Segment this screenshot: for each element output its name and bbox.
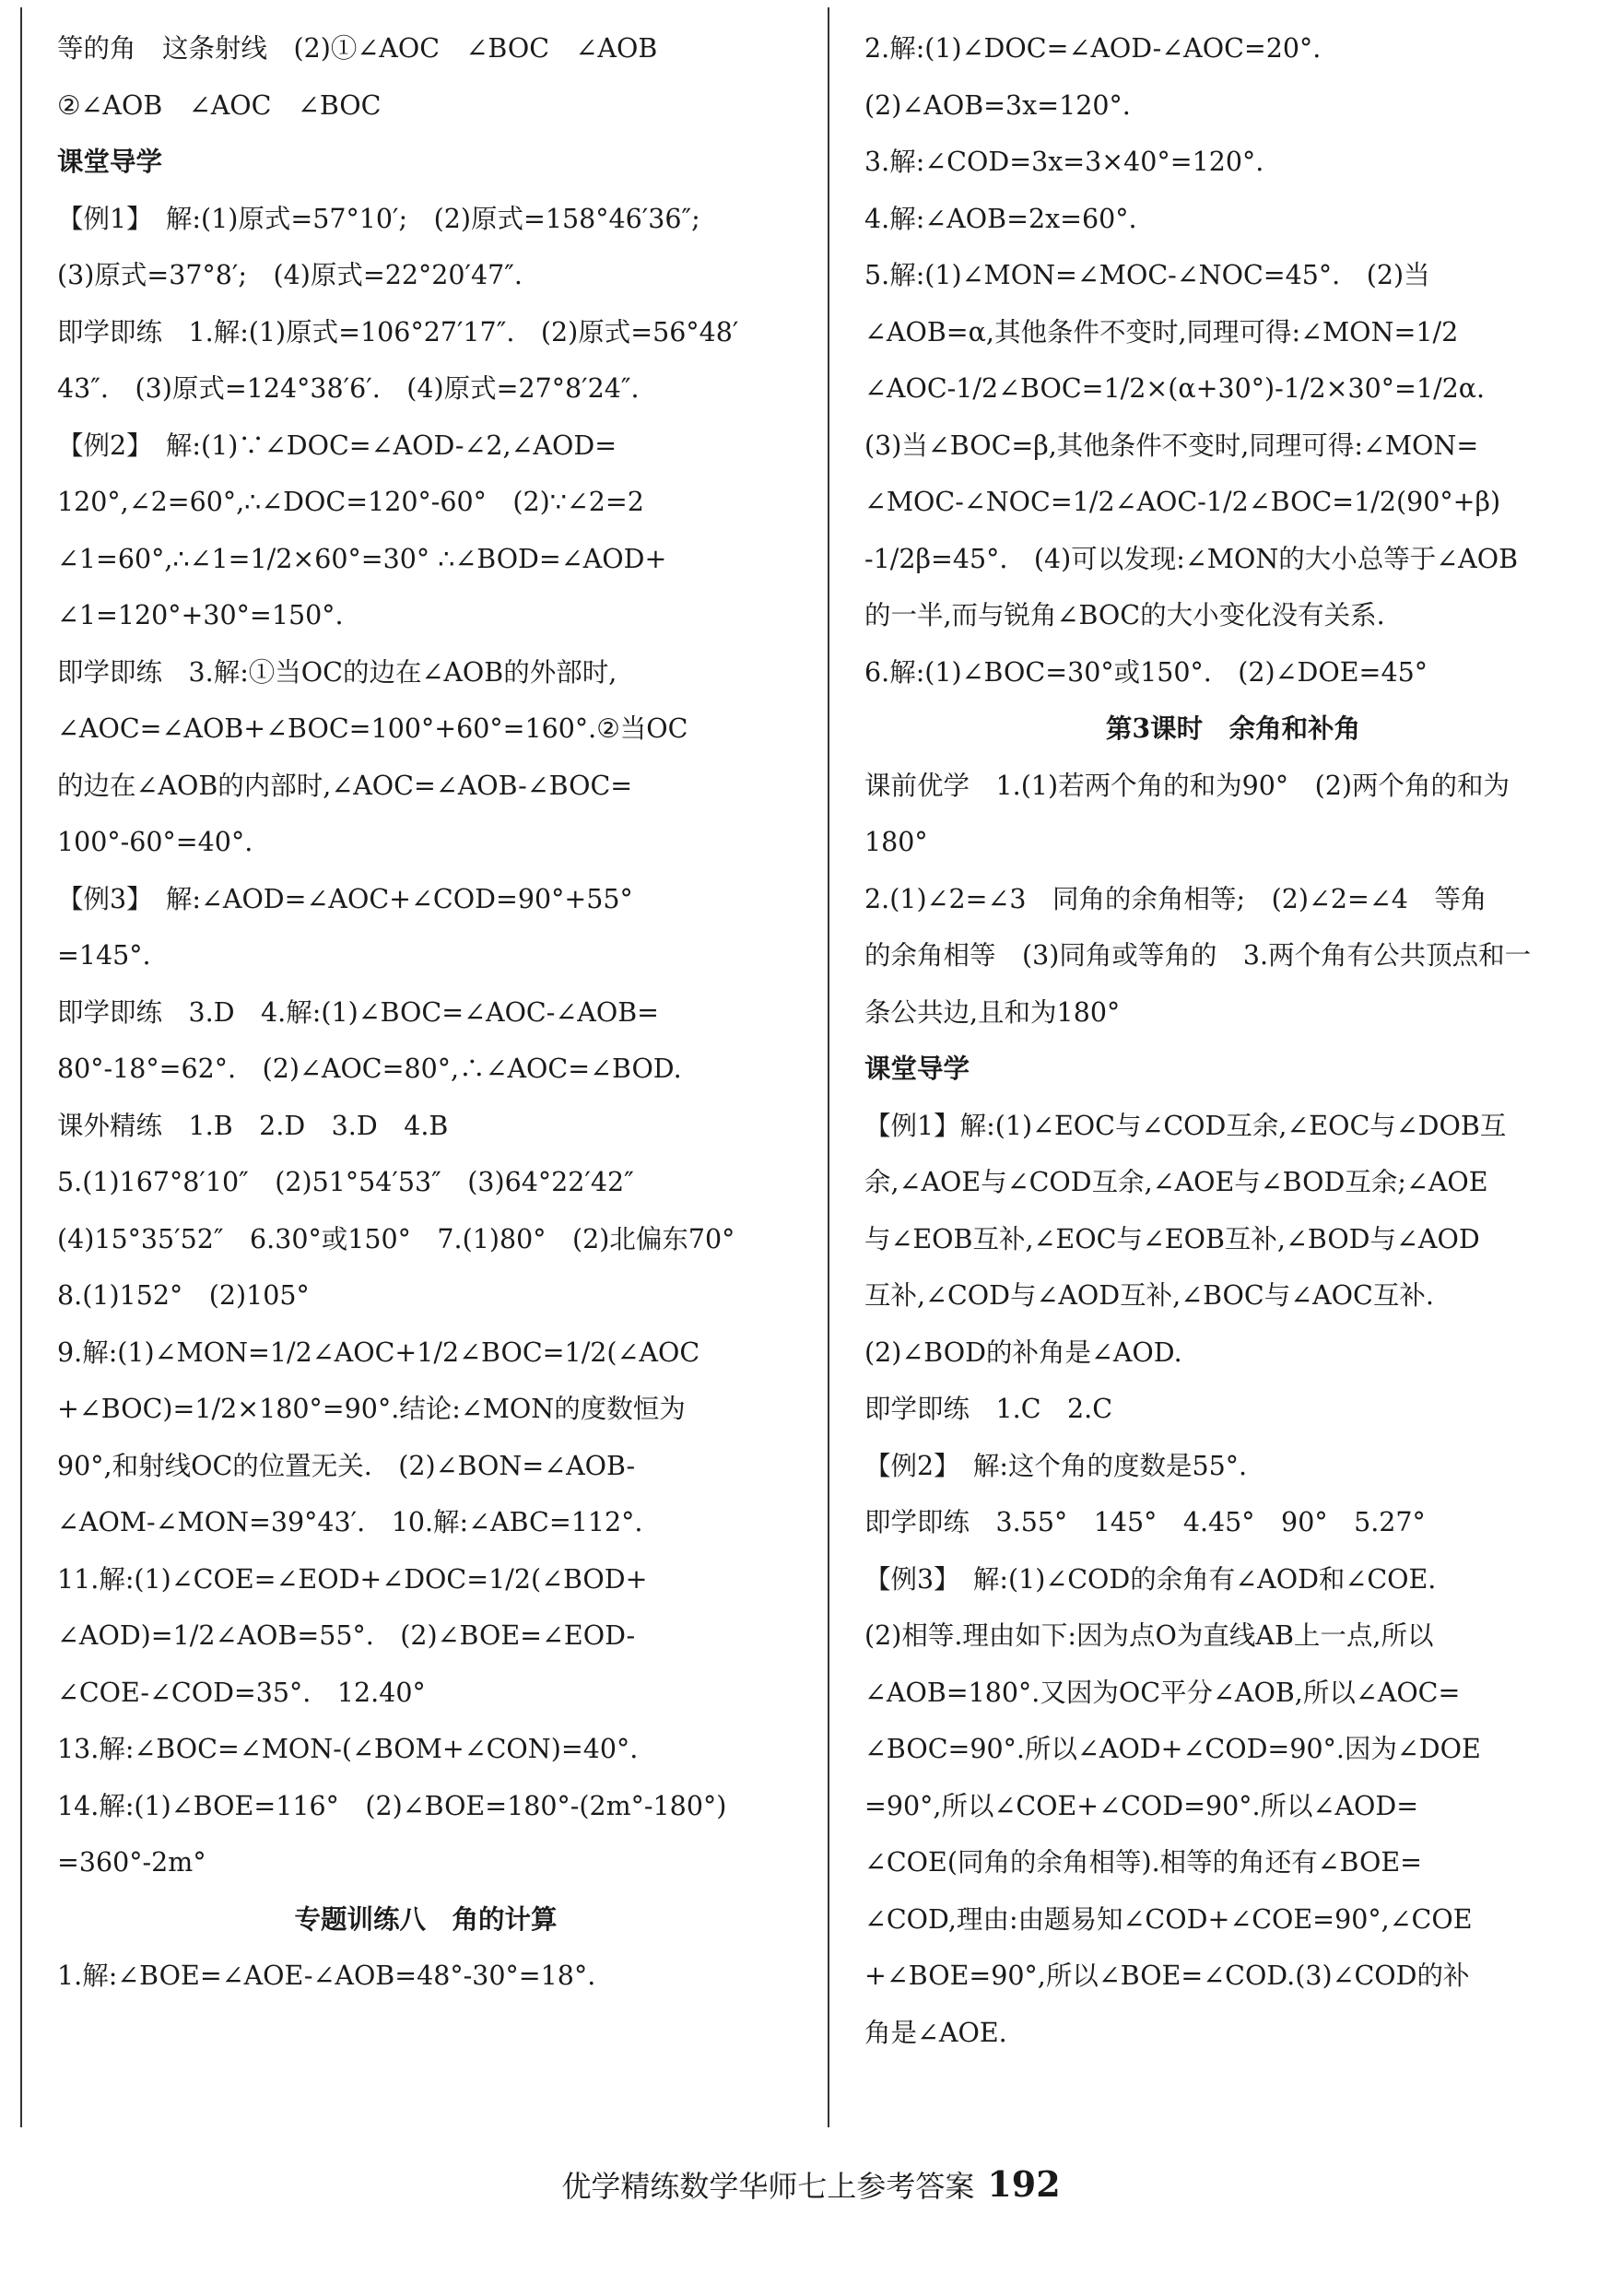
text-line: ∠COE-∠COD=35°. 12.40° xyxy=(57,1677,426,1708)
text-line: 1.解:∠BOE=∠AOE-∠AOB=48°-30°=18°. xyxy=(57,1960,596,1991)
text-line: -1/2β=45°. (4)可以发现:∠MON的大小总等于∠AOB xyxy=(864,543,1519,574)
text-line: ∠AOD)=1/2∠AOB=55°. (2)∠BOE=∠EOD- xyxy=(57,1620,636,1651)
page-number: 192 xyxy=(987,2163,1061,2205)
text-line: 【例3】 解:(1)∠COD的余角有∠AOD和∠COE. xyxy=(864,1563,1437,1595)
text-line: 90°,和射线OC的位置无关. (2)∠BON=∠AOB- xyxy=(57,1450,636,1481)
text-line: ∠BOC=90°.所以∠AOD+∠COD=90°.因为∠DOE xyxy=(864,1734,1481,1764)
text-line: (2)∠AOB=3x=120°. xyxy=(864,89,1131,121)
text-line: 等的角 这条射线 (2)①∠AOC ∠BOC ∠AOB xyxy=(57,33,658,64)
text-line: 6.解:(1)∠BOC=30°或150°. (2)∠DOE=45° xyxy=(864,656,1428,688)
section-title: 专题训练八 角的计算 xyxy=(294,1902,558,1935)
text-line: 【例1】 解:(1)原式=57°10′; (2)原式=158°46′36″; xyxy=(57,203,700,234)
text-line: 的边在∠AOB的内部时,∠AOC=∠AOB-∠BOC= xyxy=(57,770,633,801)
text-line: (4)15°35′52″ 6.30°或150° 7.(1)80° (2)北偏东70° xyxy=(57,1223,735,1254)
text-line: 43″. (3)原式=124°38′6′. (4)原式=27°8′24″. xyxy=(57,373,640,404)
text-line: 2.解:(1)∠DOC=∠AOD-∠AOC=20°. xyxy=(864,33,1322,64)
text-line: ∠AOC-1/2∠BOC=1/2×(α+30°)-1/2×30°=1/2α. xyxy=(864,373,1486,404)
text-line: 互补,∠COD与∠AOD互补,∠BOC与∠AOC互补. xyxy=(864,1280,1434,1311)
left-column xyxy=(57,20,794,2005)
column-divider xyxy=(828,7,829,2127)
text-line: 120°,∠2=60°,∴∠DOC=120°-60° (2)∵∠2=2 xyxy=(57,487,644,517)
text-line: (3)原式=37°8′; (4)原式=22°20′47″. xyxy=(57,260,523,290)
text-line: 100°-60°=40°. xyxy=(57,827,253,857)
text-line: 条公共边,且和为180° xyxy=(864,996,1121,1028)
text-line: 14.解:(1)∠BOE=116° (2)∠BOE=180°-(2m°-180°) xyxy=(57,1790,727,1821)
page-footer xyxy=(0,2161,1622,2209)
text-line: ②∠AOB ∠AOC ∠BOC xyxy=(57,89,382,121)
section-title: 第3课时 余角和补角 xyxy=(1105,712,1361,744)
text-line: ∠AOM-∠MON=39°43′. 10.解:∠ABC=112°. xyxy=(57,1507,643,1537)
text-line: 9.解:(1)∠MON=1/2∠AOC+1/2∠BOC=1/2(∠AOC xyxy=(57,1336,700,1368)
text-line: 课外精练 1.B 2.D 3.D 4.B xyxy=(57,1110,449,1141)
text-line: 【例2】 解:这个角的度数是55°. xyxy=(864,1450,1248,1481)
text-line: 180° xyxy=(864,827,928,857)
text-line: 即学即练 3.解:①当OC的边在∠AOB的外部时, xyxy=(57,656,617,688)
text-line: ∠AOB=α,其他条件不变时,同理可得:∠MON=1/2 xyxy=(864,316,1459,347)
text-line: 角是∠AOE. xyxy=(864,2017,1007,2048)
text-line: 【例2】 解:(1)∵∠DOC=∠AOD-∠2,∠AOD= xyxy=(57,430,617,461)
text-line: ∠AOC=∠AOB+∠BOC=100°+60°=160°.②当OC xyxy=(57,713,688,744)
text-line: 即学即练 3.55° 145° 4.45° 90° 5.27° xyxy=(864,1507,1426,1537)
text-line: 4.解:∠AOB=2x=60°. xyxy=(864,203,1137,234)
left-margin-rule xyxy=(20,7,22,2127)
text-line: 3.解:∠COD=3x=3×40°=120°. xyxy=(864,147,1264,177)
text-line: 的一半,而与锐角∠BOC的大小变化没有关系. xyxy=(864,600,1385,630)
text-line: 的余角相等 (3)同角或等角的 3.两个角有公共顶点和一 xyxy=(864,940,1532,971)
text-line: 11.解:(1)∠COE=∠EOD+∠DOC=1/2(∠BOD+ xyxy=(57,1563,648,1595)
text-line: 即学即练 1.C 2.C xyxy=(864,1394,1112,1424)
text-line: 2.(1)∠2=∠3 同角的余角相等; (2)∠2=∠4 等角 xyxy=(864,883,1487,914)
text-line: ∠COD,理由:由题易知∠COD+∠COE=90°,∠COE xyxy=(864,1903,1473,1935)
text-line: ∠MOC-∠NOC=1/2∠AOC-1/2∠BOC=1/2(90°+β) xyxy=(864,487,1501,517)
text-line: =360°-2m° xyxy=(57,1847,206,1878)
text-line: 80°-18°=62°. (2)∠AOC=80°,∴∠AOC=∠BOD. xyxy=(57,1054,682,1084)
text-line: 与∠EOB互补,∠EOC与∠EOB互补,∠BOD与∠AOD xyxy=(864,1223,1480,1254)
text-line: ∠COE(同角的余角相等).相等的角还有∠BOE= xyxy=(864,1847,1423,1878)
right-column xyxy=(864,20,1602,2061)
text-line: 即学即练 1.解:(1)原式=106°27′17″. (2)原式=56°48′ xyxy=(57,316,739,347)
text-line: 8.(1)152° (2)105° xyxy=(57,1280,310,1311)
section-heading: 课堂导学 xyxy=(864,1053,970,1084)
text-line: +∠BOC)=1/2×180°=90°.结论:∠MON的度数恒为 xyxy=(57,1394,686,1424)
text-line: 5.解:(1)∠MON=∠MOC-∠NOC=45°. (2)当 xyxy=(864,260,1430,290)
text-line: 【例1】解:(1)∠EOC与∠COD互余,∠EOC与∠DOB互 xyxy=(864,1110,1507,1141)
text-line: ∠1=60°,∴∠1=1/2×60°=30° ∴∠BOD=∠AOD+ xyxy=(57,543,667,574)
text-line: (3)当∠BOC=β,其他条件不变时,同理可得:∠MON= xyxy=(864,430,1479,461)
text-line: 即学即练 3.D 4.解:(1)∠BOC=∠AOC-∠AOB= xyxy=(57,996,660,1028)
text-line: +∠BOE=90°,所以∠BOE=∠COD.(3)∠COD的补 xyxy=(864,1960,1470,1991)
text-line: (2)∠BOD的补角是∠AOD. xyxy=(864,1336,1182,1368)
text-line: ∠AOB=180°.又因为OC平分∠AOB,所以∠AOC= xyxy=(864,1677,1461,1708)
text-line: =145°. xyxy=(57,940,151,971)
text-line: (2)相等.理由如下:因为点O为直线AB上一点,所以 xyxy=(864,1620,1434,1651)
text-line: 5.(1)167°8′10″ (2)51°54′53″ (3)64°22′42″ xyxy=(57,1167,634,1197)
text-line: 课前优学 1.(1)若两个角的和为90° (2)两个角的和为 xyxy=(864,770,1510,801)
text-line: =90°,所以∠COE+∠COD=90°.所以∠AOD= xyxy=(864,1790,1419,1821)
section-heading: 课堂导学 xyxy=(57,146,163,177)
text-line: 余,∠AOE与∠COD互余,∠AOE与∠BOD互余;∠AOE xyxy=(864,1167,1488,1197)
text-line: 【例3】 解:∠AOD=∠AOC+∠COD=90°+55° xyxy=(57,883,633,914)
text-line: ∠1=120°+30°=150°. xyxy=(57,600,344,630)
footer-title: 优学精练数学华师七上参考答案 xyxy=(561,2169,975,2204)
text-line: 13.解:∠BOC=∠MON-(∠BOM+∠CON)=40°. xyxy=(57,1734,639,1764)
